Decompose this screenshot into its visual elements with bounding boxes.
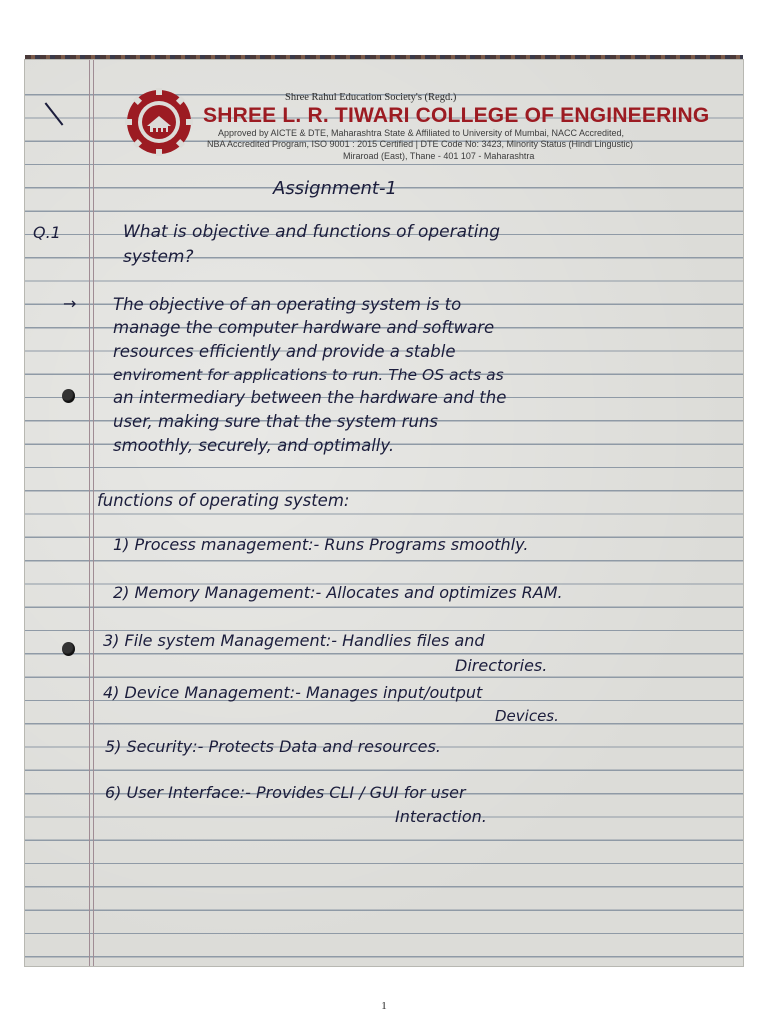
function-item-continued: Interaction. xyxy=(395,807,487,826)
letterhead xyxy=(125,88,725,188)
pen-mark xyxy=(45,102,64,125)
question-line: system? xyxy=(123,247,194,267)
college-name: SHREE L. R. TIWARI COLLEGE OF ENGINEERING xyxy=(203,104,710,127)
punch-hole xyxy=(62,642,75,656)
approval-line: NBA Accredited Program, ISO 9001 : 2015 Certified | DTE Code No: 3423, Minority Status (Hindi Lingustic) xyxy=(207,139,634,149)
margin-line xyxy=(89,60,90,966)
answer-arrow: → xyxy=(63,294,77,313)
function-item: 4) Device Management:- Manages input/output xyxy=(103,683,483,702)
question-line: What is objective and functions of operating xyxy=(123,222,500,242)
answer-line: The objective of an operating system is to xyxy=(113,295,462,314)
page-number: 1 xyxy=(381,1000,387,1012)
answer-line: an intermediary between the hardware and the xyxy=(113,388,507,407)
ruled-paper-sheet xyxy=(25,60,743,966)
function-item: 1) Process management:- Runs Programs smoothly. xyxy=(113,535,529,554)
function-item: 6) User Interface:- Provides CLI / GUI for user xyxy=(105,783,466,802)
assignment-title: Assignment-1 xyxy=(273,178,397,199)
college-logo-seal xyxy=(125,88,193,156)
answer-line: user, making sure that the system runs xyxy=(113,412,438,431)
answer-line: manage the computer hardware and software xyxy=(113,318,495,337)
society-name: Shree Rahul Education Society's (Regd.) xyxy=(285,92,457,103)
answer-line: resources efficiently and provide a stable xyxy=(113,342,456,361)
function-item-continued: Directories. xyxy=(455,656,548,675)
answer-line: smoothly, securely, and optimally. xyxy=(113,436,395,455)
function-item: 2) Memory Management:- Allocates and optimizes RAM. xyxy=(113,583,563,602)
question-label: Q.1 xyxy=(33,223,61,242)
punch-hole xyxy=(62,389,75,403)
function-item-continued: Devices. xyxy=(495,707,559,725)
answer-line: enviroment for applications to run. The OS acts as xyxy=(113,366,504,384)
function-item: 3) File system Management:- Handlies files and xyxy=(103,631,485,650)
functions-heading: functions of operating system: xyxy=(97,491,350,510)
function-item: 5) Security:- Protects Data and resources. xyxy=(105,737,441,756)
approval-line: Approved by AICTE & DTE, Maharashtra State & Affiliated to University of Mumbai, NACC Accredited, xyxy=(218,128,625,138)
margin-line xyxy=(93,60,94,966)
college-address: Miraroad (East), Thane - 401 107 - Maharashtra xyxy=(343,151,535,161)
